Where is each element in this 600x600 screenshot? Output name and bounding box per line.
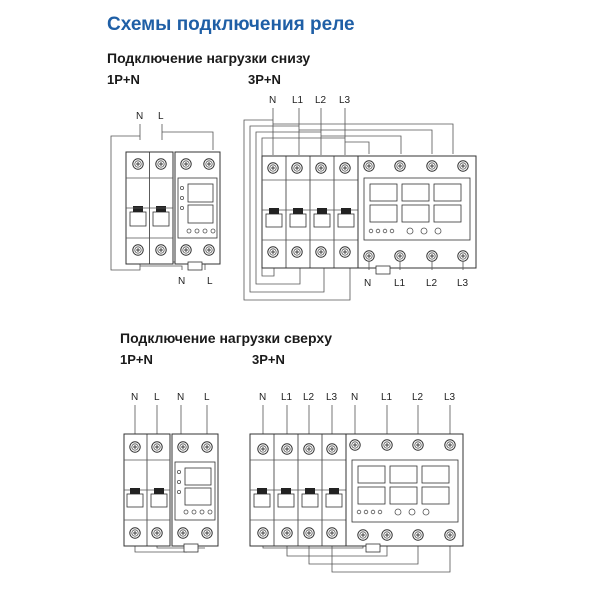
terminal-label-top1p-n2: N <box>177 392 185 403</box>
diagram-top-1p <box>124 405 218 552</box>
terminal-label-bottom-l: L <box>207 276 213 287</box>
terminal-label-top3p-l2a: L2 <box>303 392 315 403</box>
terminal-label-3p-top-l3: L3 <box>339 95 351 106</box>
diagram-bottom-1p <box>111 124 220 270</box>
terminal-label-top3p-n1: N <box>259 392 267 403</box>
section-top-3p-label: 3P+N <box>252 352 285 367</box>
terminal-label-top-l: L <box>158 111 164 122</box>
section-top-heading: Подключение нагрузки сверху <box>120 330 333 346</box>
terminal-label-top3p-l1b: L1 <box>381 392 393 403</box>
terminal-label-3p-bottom-l1: L1 <box>394 278 406 289</box>
diagram-bottom-3p <box>244 108 476 300</box>
terminal-label-top3p-l3a: L3 <box>326 392 338 403</box>
terminal-label-3p-top-l1: L1 <box>292 95 304 106</box>
section-bottom-heading: Подключение нагрузки снизу <box>107 50 311 66</box>
terminal-label-top3p-n2: N <box>351 392 359 403</box>
terminal-label-top-n: N <box>136 111 144 122</box>
terminal-label-3p-bottom-l3: L3 <box>457 278 469 289</box>
terminal-label-top1p-l2: L <box>204 392 210 403</box>
terminal-label-top3p-l1a: L1 <box>281 392 293 403</box>
terminal-label-bottom-n: N <box>178 276 186 287</box>
page-title: Схемы подключения реле <box>107 14 355 35</box>
terminal-label-top3p-l2b: L2 <box>412 392 424 403</box>
section-bottom-1p-label: 1P+N <box>107 72 140 87</box>
terminal-label-3p-bottom-n: N <box>364 278 372 289</box>
terminal-label-top1p-l1: L <box>154 392 160 403</box>
terminal-label-3p-top-l2: L2 <box>315 95 327 106</box>
section-top-1p-label: 1P+N <box>120 352 153 367</box>
terminal-label-top3p-l3b: L3 <box>444 392 456 403</box>
terminal-label-top1p-n1: N <box>131 392 139 403</box>
diagram-top-3p <box>250 405 463 572</box>
terminal-label-3p-bottom-l2: L2 <box>426 278 438 289</box>
section-bottom-3p-label: 3P+N <box>248 72 281 87</box>
terminal-label-3p-top-n: N <box>269 95 277 106</box>
